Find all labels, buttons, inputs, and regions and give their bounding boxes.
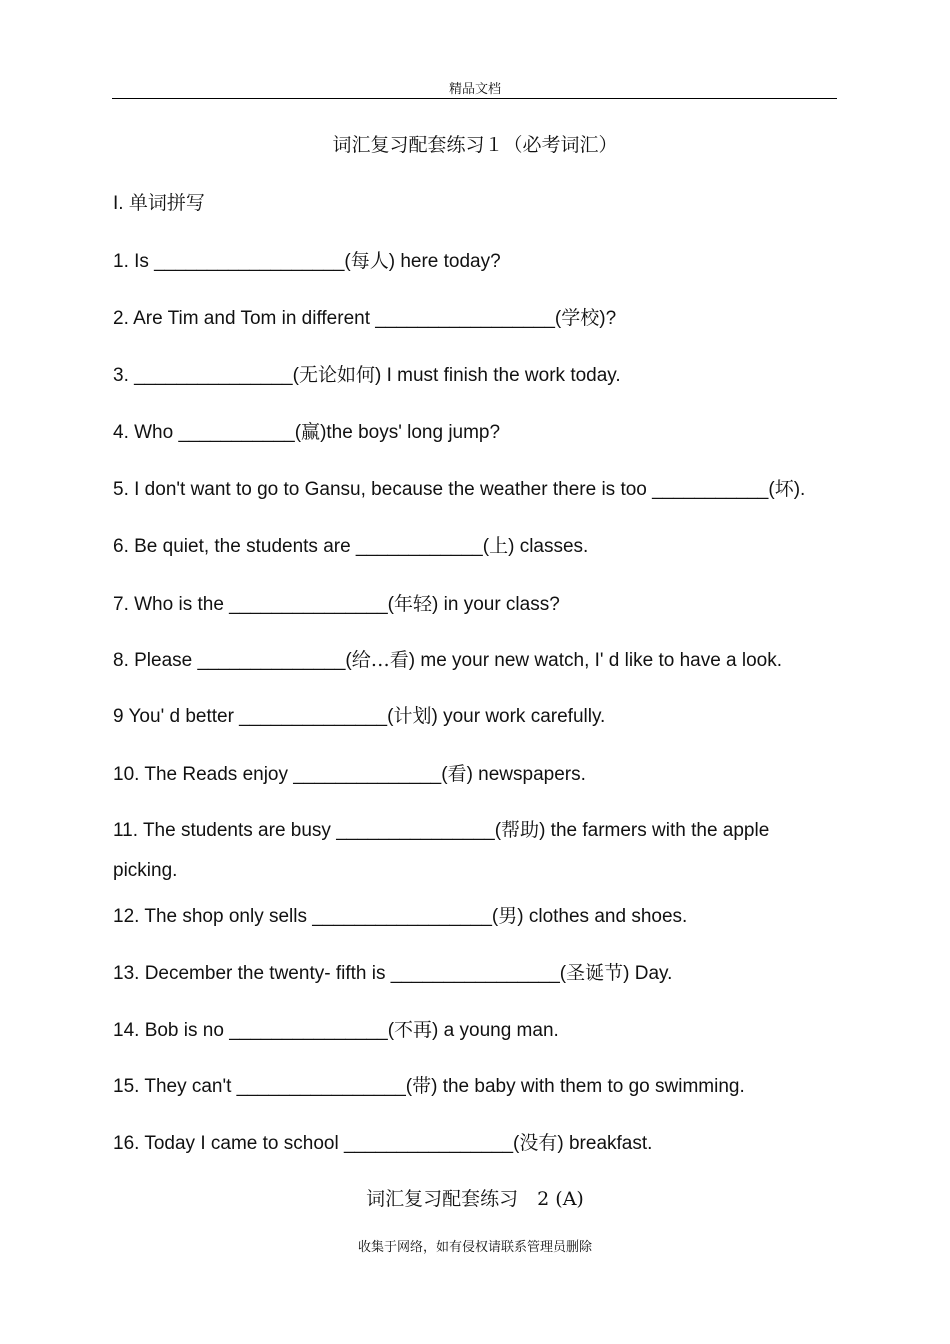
question-6: 6. Be quiet, the students are ____________(上) classes. <box>113 535 589 557</box>
question-13: 13. December the twenty- fifth is ________________(圣诞节) Day. <box>113 962 673 984</box>
question-7: 7. Who is the _______________(年轻) in your class? <box>113 593 560 615</box>
question-11-continuation: picking. <box>113 860 178 881</box>
question-5: 5. I don't want to go to Gansu, because the weather there is too ___________(坏). <box>113 478 806 500</box>
question-9: 9 You' d better ______________(计划) your work carefully. <box>113 705 606 727</box>
question-4: 4. Who ___________(赢)the boys' long jump? <box>113 421 501 443</box>
page-footer: 收集于网络，如有侵权请联系管理员删除 <box>357 1240 592 1255</box>
worksheet-title: 词汇复习配套练习１（必考词汇） <box>332 134 618 156</box>
question-16: 16. Today I came to school ________________(没有) breakfast. <box>113 1132 653 1154</box>
section-heading: I. 单词拼写 <box>113 193 205 214</box>
page-header: 精品文档 <box>448 82 501 97</box>
question-12: 12. The shop only sells _________________(男) clothes and shoes. <box>113 905 688 927</box>
question-15: 15. They can't ________________(带) the baby with them to go swimming. <box>113 1075 745 1097</box>
next-exercise-title: 词汇复习配套练习 2 (A) <box>366 1188 584 1210</box>
question-3: 3. _______________(无论如何) I must finish the work today. <box>113 364 621 386</box>
question-10: 10. The Reads enjoy ______________(看) newspapers. <box>113 763 586 785</box>
question-8: 8. Please ______________(给…看) me your new watch, I' d like to have a look. <box>113 649 783 671</box>
question-14: 14. Bob is no _______________(不再) a young man. <box>113 1019 559 1041</box>
question-2: 2. Are Tim and Tom in different _________________(学校)? <box>113 307 617 329</box>
header-divider <box>112 98 837 99</box>
question-11: 11. The students are busy _______________(帮助) the farmers with the apple <box>113 819 770 841</box>
question-1: 1. Is __________________(每人) here today? <box>113 250 501 272</box>
